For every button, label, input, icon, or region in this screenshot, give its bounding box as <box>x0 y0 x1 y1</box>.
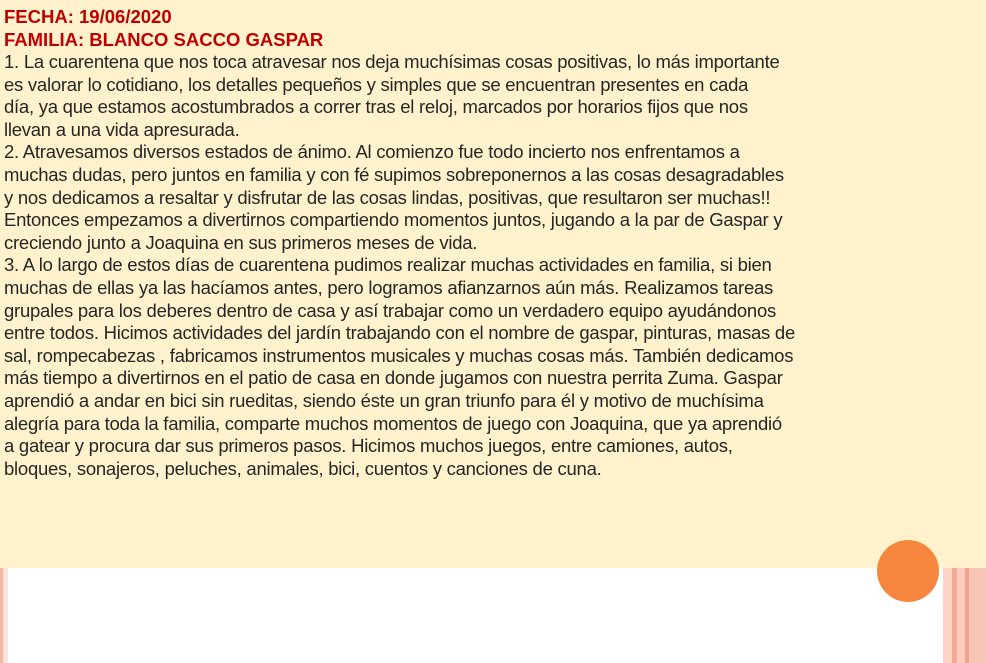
family-heading: FAMILIA: BLANCO SACCO GASPAR <box>4 29 324 50</box>
body-paragraphs <box>4 51 984 480</box>
right-decor-stripe <box>943 568 952 663</box>
text-line: sal, rompecabezas , fabricamos instrumentos musicales y muchas cosas más. También dedicamos <box>4 344 794 366</box>
text-line: bloques, sonajeros, peluches, animales, bici, cuentos y canciones de cuna. <box>4 457 602 479</box>
text-line: grupales para los deberes dentro de casa y así trabajar como un verdadero equipo ayudándonos <box>4 299 776 321</box>
text-line: es valorar lo cotidiano, los detalles pequeños y simples que se encuentran presentes en cada <box>4 73 749 95</box>
text-line: alegría para toda la familia, comparte muchos momentos de juego con Joaquina, que ya aprendió <box>4 412 782 434</box>
left-decor-stripe-light <box>3 568 8 663</box>
text-line: llevan a una vida apresurada. <box>4 118 240 140</box>
text-line: 2. Atravesamos diversos estados de ánimo. Al comienzo fue todo incierto nos enfrentamos a <box>4 141 740 163</box>
text-line: a gatear y procura dar sus primeros pasos. Hicimos muchos juegos, entre camiones, autos, <box>4 435 733 457</box>
text-line: más tiempo a divertirnos en el patio de casa en donde jugamos con nuestra perrita Zuma. Gaspar <box>4 367 783 389</box>
right-decor-stripe <box>957 568 965 663</box>
text-line: 3. A lo largo de estos días de cuarentena pudimos realizar muchas actividades en familia, si bien <box>4 254 772 276</box>
date-heading: FECHA: 19/06/2020 <box>4 6 172 27</box>
text-line: muchas de ellas ya las hacíamos antes, pero logramos afianzarnos aún más. Realizamos tareas <box>4 276 774 298</box>
text-line: 1. La cuarentena que nos toca atravesar nos deja muchísimas cosas positivas, lo más importante <box>4 51 780 72</box>
text-line: y nos dedicamos a resaltar y disfrutar de las cosas lindas, positivas, que resultaron ser muchas!! <box>4 186 771 208</box>
text-line: aprendió a andar en bici sin rueditas, siendo éste un gran triunfo para él y motivo de muchísima <box>4 389 764 411</box>
text-line: Entonces empezamos a divertirnos compartiendo momentos juntos, jugando a la par de Gaspar y <box>4 209 783 231</box>
text-line: entre todos. Hicimos actividades del jardín trabajando con el nombre de gaspar, pinturas, masas de <box>4 322 795 344</box>
text-line: día, ya que estamos acostumbrados a correr tras el reloj, marcados por horarios fijos que nos <box>4 96 748 118</box>
right-decor-stripe <box>969 568 986 663</box>
text-line: creciendo junto a Joaquina en sus primeros meses de vida. <box>4 231 478 253</box>
text-line: muchas dudas, pero juntos en familia y con fé supimos sobreponernos a las cosas desagradables <box>4 163 784 185</box>
orange-circle-decoration <box>877 540 939 602</box>
